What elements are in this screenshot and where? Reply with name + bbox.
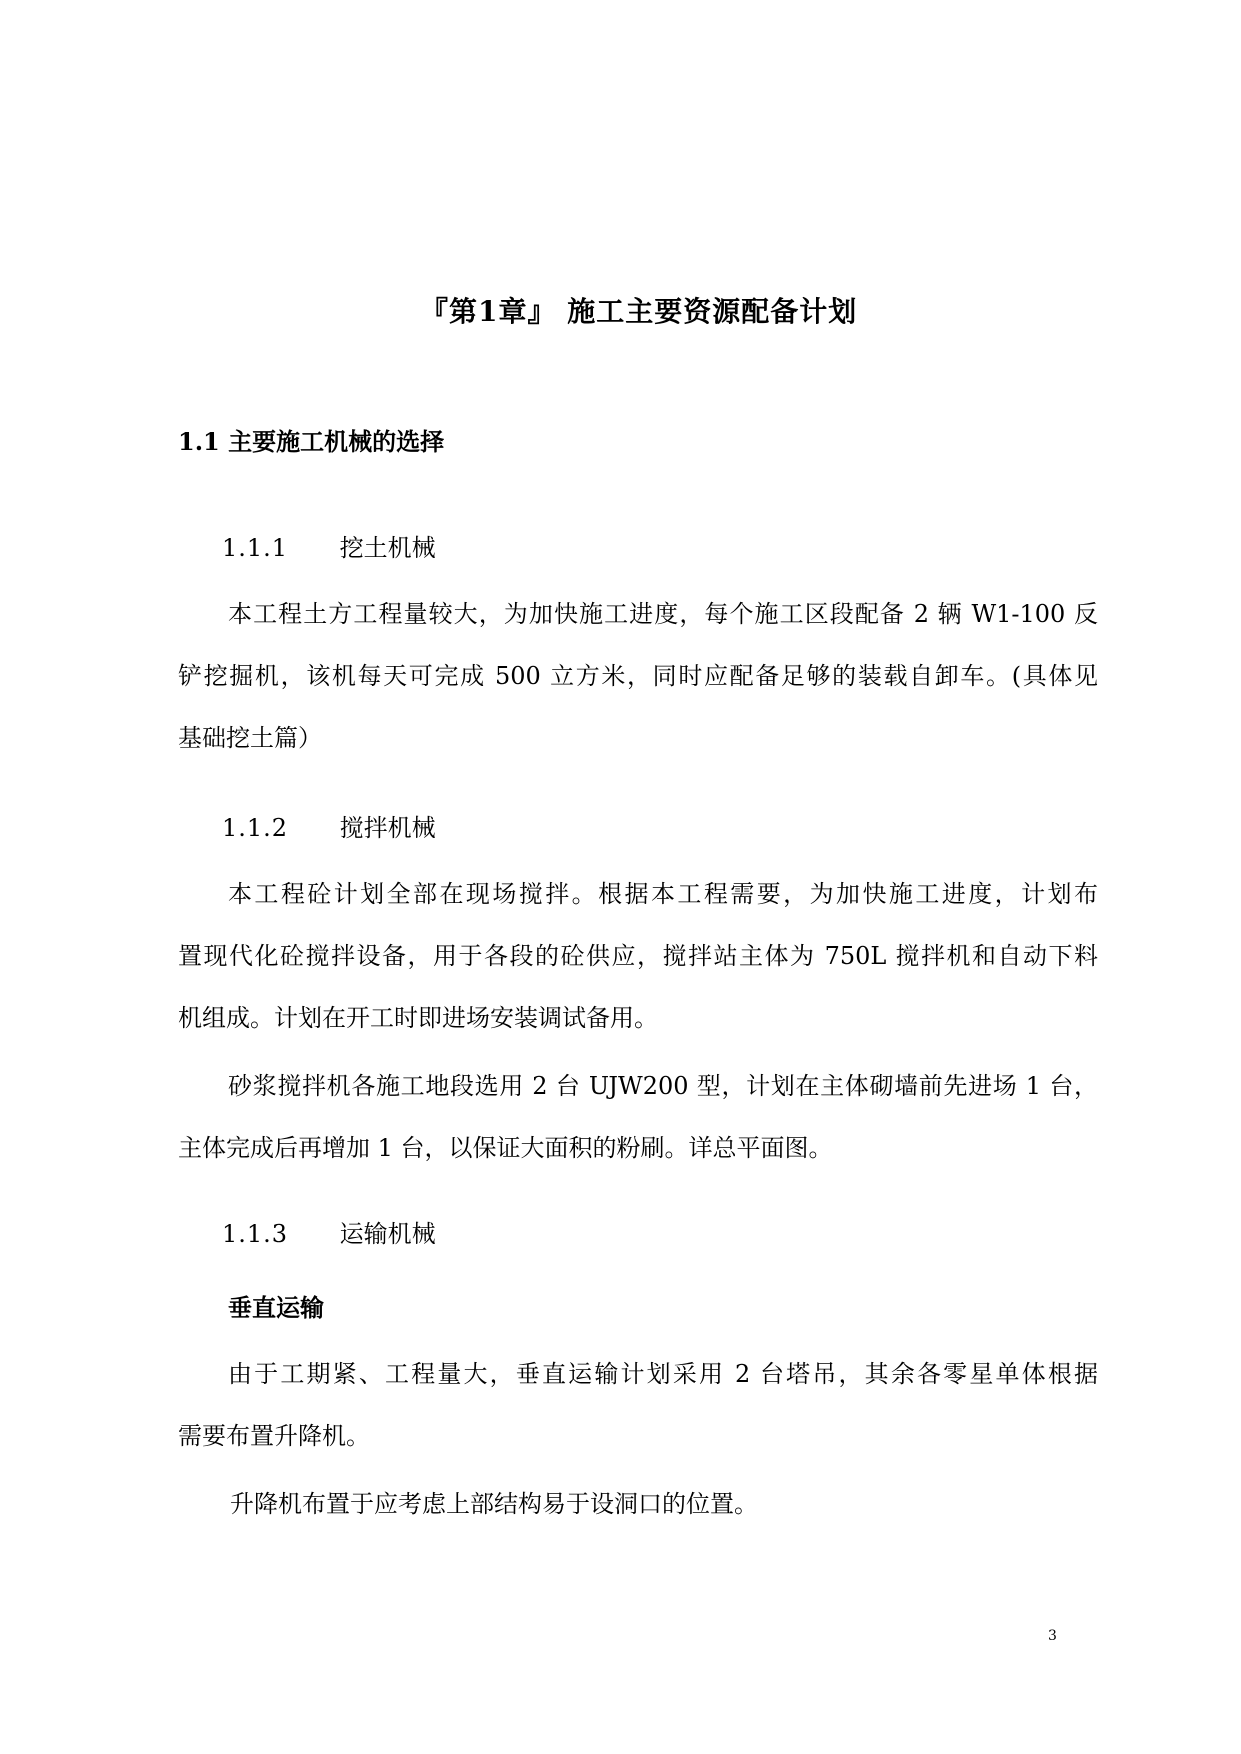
paragraph-line: 主体完成后再增加 1 台，以保证大面积的粉刷。详总平面图。 <box>178 1134 833 1162</box>
paragraph-line: 基础挖土篇） <box>178 724 322 752</box>
subsection-heading-1-1-3 <box>222 1214 436 1249</box>
paragraph-line: 本工程土方工程量较大，为加快施工进度，每个施工区段配备 2 辆 W1-100 反 <box>228 600 1098 628</box>
paragraph-line: 置现代化砼搅拌设备，用于各段的砼供应，搅拌站主体为 750L 搅拌机和自动下料 <box>178 942 1098 970</box>
subsection-title: 运输机械 <box>339 1220 436 1248</box>
paragraph-line: 由于工期紧、工程量大，垂直运输计划采用 2 台塔吊，其余各零星单体根据 <box>228 1360 1098 1388</box>
subsection-number: 1.1.2 <box>222 814 289 842</box>
paragraph-line: 需要布置升降机。 <box>178 1422 370 1450</box>
subheading-vertical-transport: 垂直运输 <box>228 1293 324 1322</box>
paragraph-line: 升降机布置于应考虑上部结构易于设洞口的位置。 <box>230 1490 758 1518</box>
subsection-heading-1-1-2 <box>222 808 436 843</box>
subsection-number: 1.1.1 <box>222 534 289 562</box>
page-number: 3 <box>1048 1628 1057 1644</box>
subsection-heading-1-1-1 <box>222 528 436 563</box>
paragraph-line: 本工程砼计划全部在现场搅拌。根据本工程需要，为加快施工进度，计划布 <box>228 880 1098 908</box>
paragraph-line: 铲挖掘机，该机每天可完成 500 立方米，同时应配备足够的装载自卸车。(具体见 <box>178 662 1098 690</box>
subsection-number: 1.1.3 <box>222 1220 289 1248</box>
subsection-title: 搅拌机械 <box>339 814 436 842</box>
subsection-title: 挖土机械 <box>339 534 436 562</box>
section-heading: 1.1 主要施工机械的选择 <box>178 427 445 456</box>
chapter-title: 『第1章』 施工主要资源配备计划 <box>420 295 858 328</box>
paragraph-line: 砂浆搅拌机各施工地段选用 2 台 UJW200 型，计划在主体砌墙前先进场 1 台， <box>228 1072 1098 1100</box>
paragraph-line: 机组成。计划在开工时即进场安装调试备用。 <box>178 1004 658 1032</box>
